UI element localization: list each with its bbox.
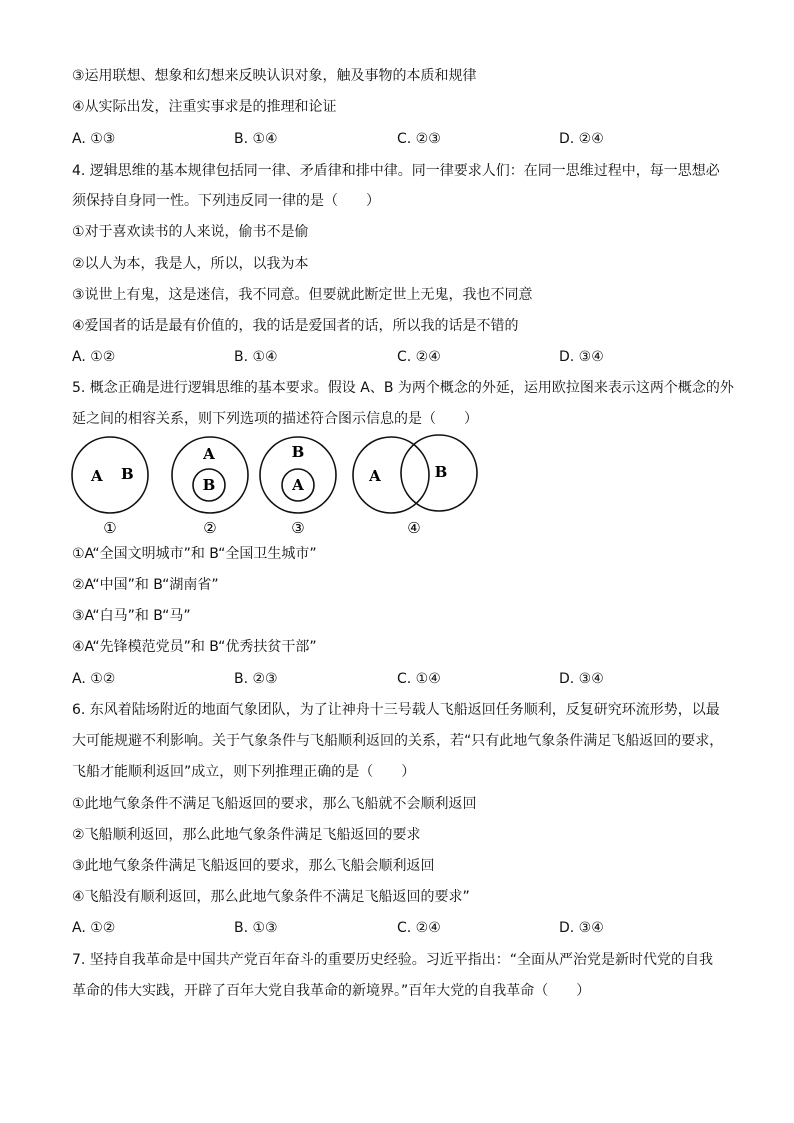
q6-statement-1: ①此地气象条件不满足飞船返回的要求，那么飞船就不会顺利返回 bbox=[72, 796, 477, 812]
option-a: A. ①② bbox=[72, 349, 116, 365]
q7-stem-line2: 革命的伟大实践，开辟了百年大党自我革命的新境界。”百年大党的自我革命（ ） bbox=[72, 983, 591, 999]
euler-diagram-3 bbox=[260, 437, 336, 537]
q4-stem-line2: 须保持自身同一性。下列违反同一律的是（ ） bbox=[72, 193, 380, 209]
option-d: D. ③④ bbox=[559, 671, 604, 687]
label-a: A bbox=[369, 467, 381, 485]
label-a: A bbox=[292, 476, 304, 494]
option-b: B. ②③ bbox=[234, 671, 278, 687]
option-d: D. ③④ bbox=[559, 349, 604, 365]
q5-options bbox=[72, 669, 732, 689]
q6-stem-line3: 飞船才能顺利返回”成立，则下列推理正确的是（ ） bbox=[72, 764, 416, 780]
q6-stem-line1: 6. 东风着陆场附近的地面气象团队，为了让神舟十三号载人飞船返回任务顺利，反复研究环流形势，以最 bbox=[72, 702, 720, 718]
q6-statement-2: ②飞船顺利返回，那么此地气象条件满足飞船返回的要求 bbox=[72, 827, 421, 843]
option-c: C. ①④ bbox=[397, 671, 441, 687]
q5-statement-1: ①A“全国文明城市”和 B“全国卫生城市” bbox=[72, 546, 317, 562]
label-b: B bbox=[202, 476, 216, 494]
euler-diagram-1 bbox=[72, 437, 148, 537]
diagram-number: ② bbox=[203, 519, 217, 537]
euler-diagram-2 bbox=[172, 437, 248, 537]
option-b: B. ①③ bbox=[234, 920, 278, 936]
q7-stem-line1: 7. 坚持自我革命是中国共产党百年奋斗的重要历史经验。习近平指出：“全面从严治党是新时代党的自我 bbox=[72, 952, 714, 968]
label-a: A bbox=[91, 467, 103, 485]
diagram-number: ③ bbox=[291, 519, 305, 537]
option-c: C. ②③ bbox=[397, 131, 441, 147]
euler-diagrams bbox=[0, 430, 794, 538]
q4-statement-1: ①对于喜欢读书的人来说，偷书不是偷 bbox=[72, 224, 309, 240]
q5-statement-2: ②A“中国”和 B“湖南省” bbox=[72, 577, 219, 593]
option-b: B. ①④ bbox=[234, 349, 278, 365]
q6-stem-line2: 大可能规避不利影响。关于气象条件与飞船顺利返回的关系，若“只有此地气象条件满足飞船返回的要求， bbox=[72, 733, 724, 749]
option-b: B. ①④ bbox=[234, 131, 278, 147]
option-c: C. ②④ bbox=[397, 349, 441, 365]
q5-statement-3: ③A“白马”和 B“马” bbox=[72, 608, 191, 624]
q6-statement-4: ④飞船没有顺利返回，那么此地气象条件不满足飞船返回的要求” bbox=[72, 889, 470, 905]
q6-statement-3: ③此地气象条件满足飞船返回的要求，那么飞船会顺利返回 bbox=[72, 858, 435, 874]
diagram-number: ① bbox=[103, 519, 117, 537]
option-a: A. ①③ bbox=[72, 131, 116, 147]
q5-statement-4: ④A“先锋模范党员”和 B“优秀扶贫干部” bbox=[72, 639, 317, 655]
option-a: A. ①② bbox=[72, 920, 116, 936]
label-b: B bbox=[291, 443, 305, 461]
q4-statement-2: ②以人为本，我是人，所以，以我为本 bbox=[72, 256, 309, 272]
statement-4: ④从实际出发，注重实事求是的推理和论证 bbox=[72, 99, 337, 115]
option-a: A. ①② bbox=[72, 671, 116, 687]
q5-stem-line2: 延之间的相容关系，则下列选项的描述符合图示信息的是（ ） bbox=[72, 411, 478, 427]
statement-3: ③运用联想、想象和幻想来反映认识对象，触及事物的本质和规律 bbox=[72, 68, 477, 84]
label-a: A bbox=[203, 445, 215, 463]
diagram-number: ④ bbox=[407, 519, 421, 537]
q4-statement-4: ④爱国者的话是最有价值的，我的话是爱国者的话，所以我的话是不错的 bbox=[72, 318, 519, 334]
q3-options bbox=[72, 129, 732, 149]
euler-diagram-4 bbox=[353, 435, 477, 537]
q5-stem-line1: 5. 概念正确是进行逻辑思维的基本要求。假设 A、B 为两个概念的外延，运用欧拉图来表示这两个概念的外 bbox=[72, 380, 734, 396]
label-b: B bbox=[434, 463, 448, 481]
option-c: C. ②④ bbox=[397, 920, 441, 936]
option-d: D. ③④ bbox=[559, 920, 604, 936]
q4-statement-3: ③说世上有鬼，这是迷信，我不同意。但要就此断定世上无鬼，我也不同意 bbox=[72, 287, 533, 303]
option-d: D. ②④ bbox=[559, 131, 604, 147]
q6-options bbox=[72, 918, 732, 938]
q4-stem-line1: 4. 逻辑思维的基本规律包括同一律、矛盾律和排中律。同一律要求人们：在同一思维过程中，每一思想必 bbox=[72, 163, 720, 179]
q4-options bbox=[72, 347, 732, 367]
label-b: B bbox=[121, 465, 134, 483]
